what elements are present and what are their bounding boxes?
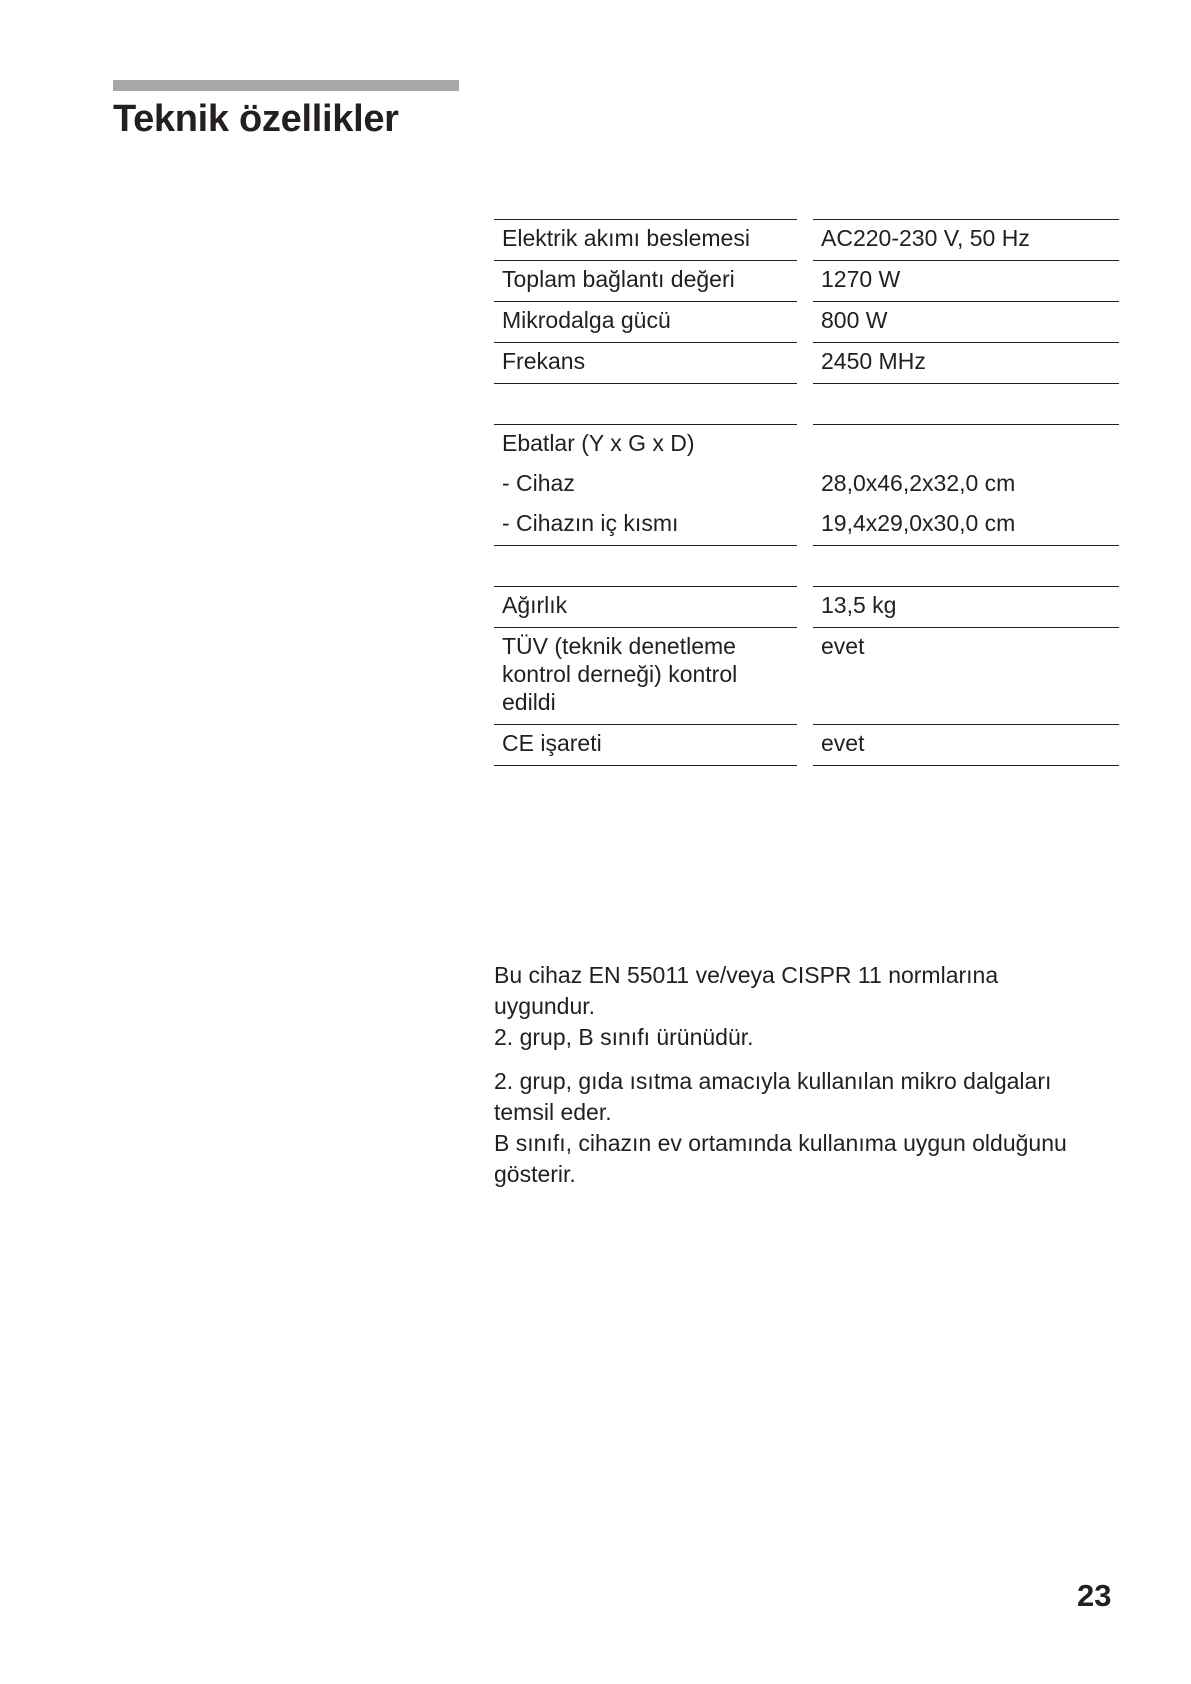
table-row: [494, 587, 1119, 628]
notes-line: B sınıfı, cihazın ev ortamında kullanıma uygun olduğunu: [494, 1130, 1067, 1156]
notes-line: 2. grup, B sınıfı ürünüdür.: [494, 1024, 754, 1050]
spec-value: 13,5 kg: [813, 587, 1119, 628]
table-row: [494, 725, 1119, 766]
notes-line: Bu cihaz EN 55011 ve/veya CISPR 11 normlarına: [494, 962, 999, 988]
spec-label-line: kontrol derneği) kontrol: [502, 661, 738, 687]
notes-paragraph: [494, 960, 1134, 1053]
table-spacer-row: [494, 384, 1119, 425]
spec-value: evet: [813, 628, 1119, 725]
spec-label-line: TÜV (teknik denetleme: [502, 633, 736, 659]
spec-label-line: edildi: [502, 689, 556, 715]
notes-line: uygundur.: [494, 993, 596, 1019]
notes-section: [494, 960, 1134, 1203]
table-row: [494, 261, 1119, 302]
spec-label: [494, 628, 797, 725]
table-row: [494, 219, 1119, 261]
table-row: [494, 302, 1119, 343]
spec-value: 2450 MHz: [813, 343, 1119, 384]
spec-label: Ebatlar (Y x G x D): [502, 430, 695, 456]
table-row: [494, 465, 1119, 505]
spec-value: AC220-230 V, 50 Hz: [813, 219, 1119, 261]
table-row: [494, 425, 1119, 465]
spec-label: - Cihazın iç kısmı: [494, 505, 797, 546]
spec-label: Mikrodalga gücü: [494, 302, 797, 343]
notes-line: gösterir.: [494, 1161, 576, 1187]
notes-line: temsil eder.: [494, 1099, 612, 1125]
table-row: [494, 628, 1119, 725]
spec-label: Toplam bağlantı değeri: [494, 261, 797, 302]
spec-value: 1270 W: [813, 261, 1119, 302]
table-row: [494, 505, 1119, 546]
spec-value: evet: [813, 725, 1119, 766]
page-title: Teknik özellikler: [113, 98, 399, 140]
spec-label: Ağırlık: [494, 587, 797, 628]
page-number: 23: [1077, 1578, 1112, 1613]
spec-value: 19,4x29,0x30,0 cm: [813, 505, 1119, 546]
spec-label: CE işareti: [494, 725, 797, 766]
spec-label: Elektrik akımı beslemesi: [494, 219, 797, 261]
table-spacer-row: [494, 546, 1119, 587]
spec-label: - Cihaz: [502, 470, 575, 496]
spec-value: 28,0x46,2x32,0 cm: [821, 470, 1016, 496]
title-decoration-bar: [113, 80, 459, 91]
specifications-table: [494, 219, 1119, 766]
notes-paragraph: [494, 1066, 1134, 1190]
spec-value: 800 W: [813, 302, 1119, 343]
table-row: [494, 343, 1119, 384]
spec-label: Frekans: [494, 343, 797, 384]
notes-line: 2. grup, gıda ısıtma amacıyla kullanılan mikro dalgaları: [494, 1068, 1052, 1094]
